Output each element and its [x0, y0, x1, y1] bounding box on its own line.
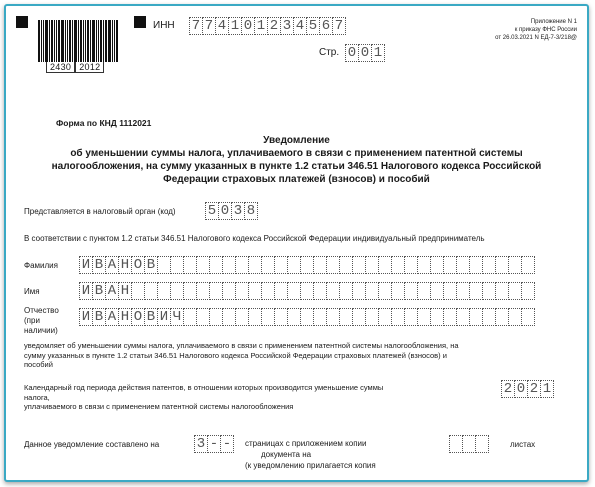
- char-cell: [300, 256, 314, 274]
- copies-line: страницах с приложением копии: [245, 439, 367, 448]
- notify-line: пособий: [24, 360, 53, 369]
- char-cell: 5: [205, 202, 219, 220]
- char-cell: [482, 282, 496, 300]
- char-cell: [456, 308, 470, 326]
- char-cell: 3: [280, 17, 294, 35]
- char-cell: [449, 435, 463, 453]
- tax-authority-code-field[interactable]: [205, 202, 257, 220]
- char-cell: [170, 282, 184, 300]
- char-cell: 3: [231, 202, 245, 220]
- char-cell: О: [131, 256, 145, 274]
- char-cell: [274, 256, 288, 274]
- char-cell: 2: [501, 380, 515, 398]
- patronymic-label-line: наличии): [24, 326, 58, 335]
- page-number-field[interactable]: [345, 44, 384, 62]
- barcode-bar: [78, 20, 79, 62]
- barcode-bar: [85, 20, 86, 62]
- barcode-bar: [100, 20, 102, 62]
- char-cell: [287, 282, 301, 300]
- char-cell: [183, 308, 197, 326]
- char-cell: [209, 308, 223, 326]
- char-cell: [352, 308, 366, 326]
- char-cell: [274, 308, 288, 326]
- char-cell: В: [144, 308, 158, 326]
- char-cell: -: [220, 435, 234, 453]
- barcode-bar: [56, 20, 57, 62]
- barcode-number: [46, 62, 104, 73]
- patronymic-label-line: (при: [24, 316, 40, 325]
- char-cell: [365, 282, 379, 300]
- char-cell: 7: [189, 17, 203, 35]
- char-cell: [391, 282, 405, 300]
- title-line: Федерации страховых платежей (взносов) и пособий: [163, 174, 430, 185]
- char-cell: 0: [218, 202, 232, 220]
- pages-with-copies-label: [245, 438, 376, 471]
- char-cell: [157, 256, 171, 274]
- char-cell: И: [79, 282, 93, 300]
- char-cell: [482, 308, 496, 326]
- barcode-bar: [58, 20, 60, 62]
- char-cell: [430, 256, 444, 274]
- notify-line: сумму указанных в пункте 1.2 статьи 346.51 Налогового кодекса Российской Федерации страховых платежей (взносов) и: [24, 350, 447, 360]
- char-cell: [469, 308, 483, 326]
- form-page: [4, 4, 589, 482]
- surname-field[interactable]: [79, 256, 534, 274]
- barcode: [38, 20, 120, 62]
- char-cell: [391, 308, 405, 326]
- char-cell: В: [92, 308, 106, 326]
- char-cell: [495, 256, 509, 274]
- year-field[interactable]: [501, 380, 553, 398]
- year-label-line: налога,: [24, 392, 50, 402]
- year-label: [24, 383, 383, 412]
- char-cell: 1: [371, 44, 385, 62]
- char-cell: [443, 282, 457, 300]
- barcode-number-right: 2012: [75, 62, 104, 73]
- barcode-bar: [103, 20, 104, 62]
- char-cell: [235, 282, 249, 300]
- barcode-bar: [69, 20, 71, 62]
- char-cell: [248, 282, 262, 300]
- char-cell: 6: [319, 17, 333, 35]
- title-line: Уведомление: [263, 135, 330, 146]
- char-cell: В: [144, 256, 158, 274]
- char-cell: [209, 282, 223, 300]
- char-cell: [521, 256, 535, 274]
- char-cell: [475, 435, 489, 453]
- char-cell: 1: [540, 380, 554, 398]
- copies-line: (к уведомлению прилагается копия: [245, 461, 376, 470]
- char-cell: [469, 256, 483, 274]
- barcode-bar: [45, 20, 48, 62]
- barcode-bar: [116, 20, 118, 62]
- char-cell: [404, 256, 418, 274]
- inn-label: ИНН: [153, 20, 175, 31]
- corner-marker-top: [134, 16, 146, 28]
- char-cell: [339, 308, 353, 326]
- char-cell: [417, 308, 431, 326]
- notify-line: уведомляет об уменьшении суммы налога, уплачиваемого в связи с применением патентной системы налогообложения, на: [24, 341, 459, 350]
- appendix-line: от 26.03.2021 N ЕД-7-3/218@: [495, 35, 577, 41]
- char-cell: [391, 256, 405, 274]
- barcode-bar: [61, 20, 64, 62]
- char-cell: [508, 256, 522, 274]
- char-cell: [300, 308, 314, 326]
- barcode-bar: [41, 20, 42, 62]
- page-label: Стр.: [319, 47, 340, 58]
- char-cell: [430, 308, 444, 326]
- char-cell: [339, 282, 353, 300]
- char-cell: 7: [332, 17, 346, 35]
- char-cell: [196, 256, 210, 274]
- char-cell: [417, 282, 431, 300]
- char-cell: [417, 256, 431, 274]
- char-cell: [222, 282, 236, 300]
- barcode-bar: [108, 20, 111, 62]
- char-cell: А: [105, 282, 119, 300]
- barcode-bar: [43, 20, 44, 62]
- attachment-sheets-field[interactable]: [449, 435, 488, 453]
- barcode-bar: [98, 20, 99, 62]
- char-cell: 8: [244, 202, 258, 220]
- char-cell: -: [207, 435, 221, 453]
- barcode-bar: [114, 20, 115, 62]
- char-cell: Н: [118, 308, 132, 326]
- char-cell: [456, 282, 470, 300]
- char-cell: А: [105, 256, 119, 274]
- char-cell: [261, 282, 275, 300]
- notify-text: [24, 341, 459, 370]
- char-cell: [352, 256, 366, 274]
- sheets-label: листах: [510, 440, 536, 449]
- char-cell: [378, 256, 392, 274]
- char-cell: [430, 282, 444, 300]
- char-cell: 4: [293, 17, 307, 35]
- char-cell: [248, 256, 262, 274]
- pages-count-field[interactable]: [194, 435, 233, 453]
- char-cell: 1: [228, 17, 242, 35]
- char-cell: [326, 256, 340, 274]
- char-cell: [274, 282, 288, 300]
- char-cell: [144, 282, 158, 300]
- char-cell: 0: [514, 380, 528, 398]
- copies-line: документа на: [261, 450, 312, 459]
- char-cell: [287, 308, 301, 326]
- char-cell: Ч: [170, 308, 184, 326]
- char-cell: 0: [241, 17, 255, 35]
- char-cell: [456, 256, 470, 274]
- barcode-bar: [90, 20, 91, 62]
- char-cell: [482, 256, 496, 274]
- appendix-note: [495, 18, 577, 42]
- char-cell: [469, 282, 483, 300]
- char-cell: 7: [202, 17, 216, 35]
- tax-authority-label: Представляется в налоговый орган (код): [24, 207, 176, 216]
- char-cell: 2: [527, 380, 541, 398]
- name-field[interactable]: [79, 282, 534, 300]
- char-cell: [378, 308, 392, 326]
- char-cell: В: [92, 282, 106, 300]
- char-cell: [196, 308, 210, 326]
- char-cell: [495, 308, 509, 326]
- char-cell: [131, 282, 145, 300]
- title-line: налогообложения, на сумму указанных в пункте 1.2 статьи 346.51 Налогового кодекса Российской: [51, 161, 542, 172]
- char-cell: [326, 308, 340, 326]
- char-cell: И: [79, 308, 93, 326]
- char-cell: [196, 282, 210, 300]
- barcode-bar: [67, 20, 68, 62]
- char-cell: О: [131, 308, 145, 326]
- char-cell: И: [157, 308, 171, 326]
- name-label: Имя: [24, 287, 40, 296]
- form-code: Форма по КНД 1112021: [56, 118, 152, 128]
- char-cell: [508, 308, 522, 326]
- inn-field[interactable]: [189, 17, 345, 35]
- char-cell: [365, 256, 379, 274]
- char-cell: [209, 256, 223, 274]
- patronymic-label-line: Отчество: [24, 306, 59, 315]
- barcode-bar: [112, 20, 113, 62]
- char-cell: [235, 308, 249, 326]
- char-cell: [521, 308, 535, 326]
- barcode-bar: [96, 20, 97, 62]
- char-cell: [183, 282, 197, 300]
- barcode-bar: [72, 20, 73, 62]
- char-cell: [339, 256, 353, 274]
- barcode-bar: [105, 20, 107, 62]
- char-cell: 0: [358, 44, 372, 62]
- title-line: об уменьшении суммы налога, уплачиваемого в связи с применением патентной системы: [70, 148, 523, 159]
- char-cell: [248, 308, 262, 326]
- char-cell: 3: [194, 435, 208, 453]
- char-cell: [378, 282, 392, 300]
- char-cell: В: [92, 256, 106, 274]
- surname-label: Фамилия: [24, 261, 58, 270]
- barcode-bar: [87, 20, 89, 62]
- year-label-line: Календарный год периода действия патентов, в отношении которых производится уменьшение суммы: [24, 383, 384, 392]
- char-cell: [365, 308, 379, 326]
- char-cell: [157, 282, 171, 300]
- appendix-line: Приложение N 1: [530, 19, 577, 25]
- char-cell: [443, 308, 457, 326]
- char-cell: [261, 256, 275, 274]
- char-cell: [183, 256, 197, 274]
- char-cell: А: [105, 308, 119, 326]
- char-cell: [462, 435, 476, 453]
- year-label-line: уплачиваемого в связи с применением патентной системы налогообложения: [24, 402, 294, 411]
- char-cell: [170, 256, 184, 274]
- char-cell: [235, 256, 249, 274]
- char-cell: [404, 308, 418, 326]
- char-cell: Н: [118, 282, 132, 300]
- char-cell: 5: [306, 17, 320, 35]
- char-cell: [222, 308, 236, 326]
- barcode-bar: [51, 20, 53, 62]
- char-cell: [261, 308, 275, 326]
- barcode-bar: [74, 20, 77, 62]
- char-cell: [222, 256, 236, 274]
- barcode-bar: [65, 20, 66, 62]
- corner-marker-left: [16, 16, 28, 28]
- composed-label: Данное уведомление составлено на: [24, 440, 160, 449]
- barcode-bar: [54, 20, 55, 62]
- barcode-number-left: 2430: [46, 62, 75, 73]
- barcode-bar: [38, 20, 40, 62]
- char-cell: [495, 282, 509, 300]
- char-cell: И: [79, 256, 93, 274]
- char-cell: [521, 282, 535, 300]
- char-cell: 1: [254, 17, 268, 35]
- char-cell: [287, 256, 301, 274]
- char-cell: [313, 282, 327, 300]
- char-cell: [404, 282, 418, 300]
- basis-text: В соответствии с пунктом 1.2 статьи 346.51 Налогового кодекса Российской Федерации индивидуальный предприниматель: [24, 234, 485, 243]
- patronymic-label: [24, 306, 59, 336]
- patronymic-field[interactable]: [79, 308, 534, 326]
- char-cell: [352, 282, 366, 300]
- char-cell: 4: [215, 17, 229, 35]
- char-cell: [508, 282, 522, 300]
- char-cell: [443, 256, 457, 274]
- char-cell: [300, 282, 314, 300]
- char-cell: 0: [345, 44, 359, 62]
- form-title: [6, 134, 587, 186]
- barcode-bar: [49, 20, 50, 62]
- char-cell: Н: [118, 256, 132, 274]
- char-cell: [326, 282, 340, 300]
- barcode-bar: [83, 20, 84, 62]
- char-cell: [313, 256, 327, 274]
- appendix-line: к приказу ФНС России: [514, 27, 577, 33]
- barcode-bar: [80, 20, 82, 62]
- char-cell: [313, 308, 327, 326]
- barcode-bar: [92, 20, 95, 62]
- char-cell: 2: [267, 17, 281, 35]
